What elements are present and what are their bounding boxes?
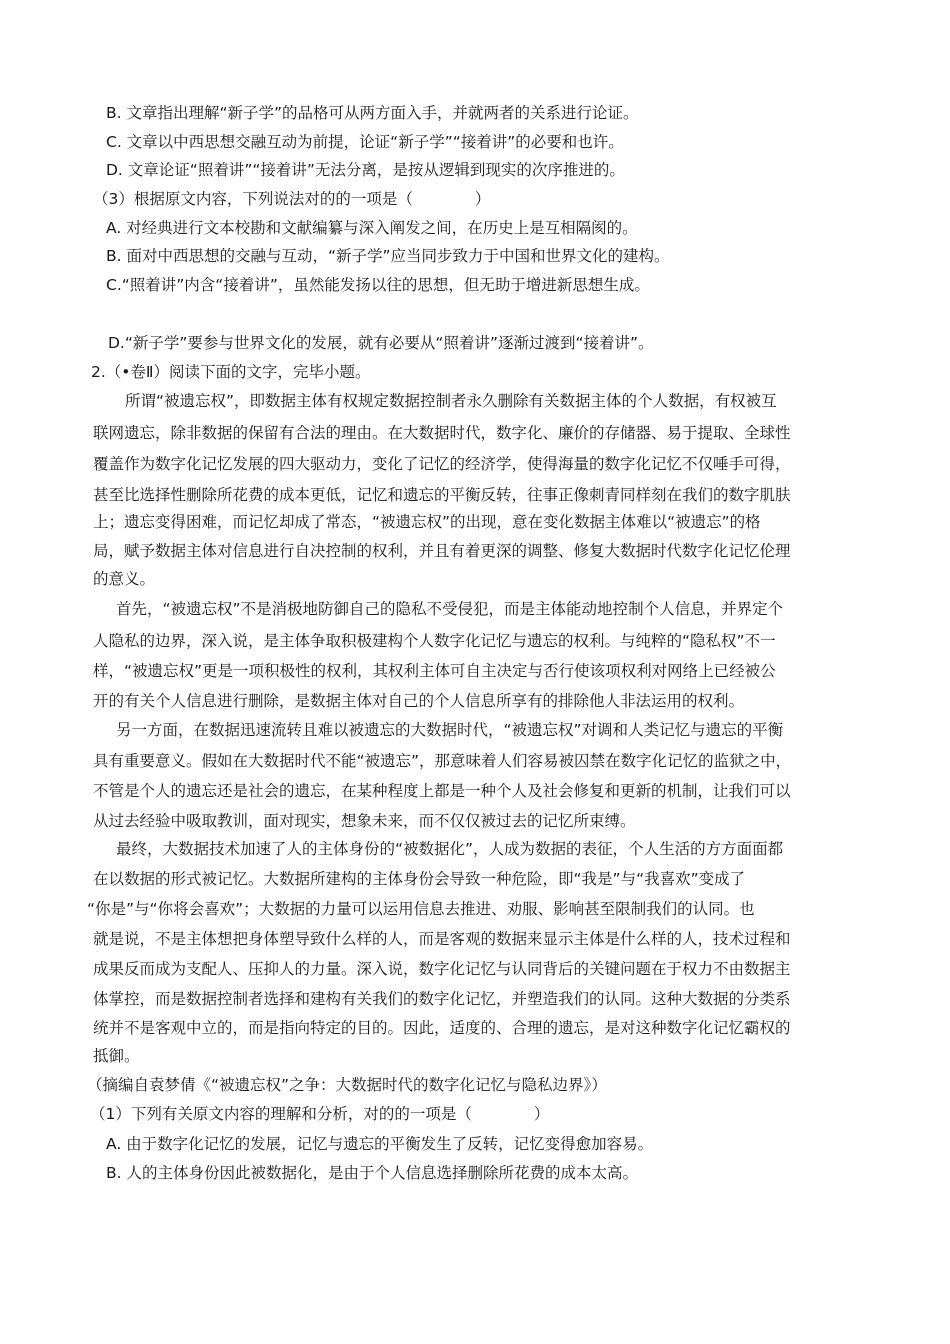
para4-line: 统并不是客观中立的，而是指向特定的目的。因此，适度的、合理的遗忘，是对这种数字化记忆霸权的 (93, 1019, 791, 1037)
para1-line: 覆盖作为数字化记忆发展的四大驱动力，变化了记忆的经济学，使得海量的数字化记忆不仅唾手可得， (93, 455, 791, 473)
para4-line: 在以数据的形式被记忆。大数据所建构的主体身份会导致一种危险，即“我是”与“我喜欢”变成了 (93, 870, 746, 888)
para4-line: 体掌控，而是数据控制者选择和建构有关我们的数字化记忆，并塑造我们的认同。这种大数据的分类系 (93, 990, 791, 1008)
para1-line: 联网遗忘，除非数据的保留有合法的理由。在大数据时代，数字化、廉价的存储器、易于提取、全球性 (93, 424, 791, 442)
option-c: C. 文章以中西思想交融互动为前提，论证“新子学”“接着讲”的必要和也许。 (106, 133, 624, 151)
para3-line: 另一方面，在数据迅速流转且难以被遗忘的大数据时代，“被遗忘权”对调和人类记忆与遗忘的平衡 (116, 721, 784, 739)
para2-line: 人隐私的边界，深入说，是主体争取积极建构个人数字化记忆与遗忘的权利。与纯粹的“隐私权”不一 (93, 632, 776, 650)
question-3-stem: （3）根据原文内容，下列说法对的的一项是（ ） (93, 190, 491, 208)
q3-option-c: C.“照着讲”内含“接着讲”，虽然能发扬以往的思想，但无助于增进新思想生成。 (106, 276, 650, 294)
option-d: D. 文章论证“照着讲”“接着讲”无法分离，是按从逻辑到现实的次序推进的。 (106, 161, 625, 179)
para4-line: “你是”与“你将会喜欢”；大数据的力量可以运用信息去推进、劝服、影响甚至限制我们的认同。也 (87, 900, 755, 918)
para1-line: 的意义。 (93, 570, 156, 588)
q1-option-b: B. 人的主体身份因此被数据化，是由于个人信息选择删除所花费的成本太高。 (106, 1164, 638, 1182)
option-b: B. 文章指出理解“新子学”的品格可从两方面入手，并就两者的关系进行论证。 (106, 104, 639, 122)
q3-option-d: D.“新子学”要参与世界文化的发展，就有必要从“照着讲”逐渐过渡到“接着讲”。 (108, 334, 654, 352)
para3-line: 从过去经验中吸取教训，面对现实，想象未来，而不仅仅被过去的记忆所束缚。 (93, 812, 636, 830)
question-1-stem: （1）下列有关原文内容的理解和分析，对的的一项是（ ） (90, 1105, 550, 1123)
source-citation: （摘编自袁梦倩《“被遗忘权”之争：大数据时代的数字化记忆与隐私边界》） (87, 1076, 607, 1094)
para1-line: 局，赋予数据主体对信息进行自决控制的权利，并且有着更深的调整、修复大数据时代数字化记忆伦理 (93, 542, 791, 560)
para2-line: 开的有关个人信息进行删除，是数据主体对自己的个人信息所享有的排除他人非法运用的权利。 (93, 692, 745, 710)
q3-option-b: B. 面对中西思想的交融与互动，“新子学”应当同步致力于中国和世界文化的建构。 (106, 247, 670, 265)
para4-line: 最终，大数据技术加速了人的主体身份的“被数据化”，人成为数据的表征，个人生活的方方面面都 (116, 840, 784, 858)
question-2-header: 2.（•卷Ⅱ）阅读下面的文字，完毕小题。 (91, 363, 371, 381)
para4-line: 就是说，不是主体想把身体塑导致什么样的人，而是客观的数据来显示主体是什么样的人，技术过程和 (93, 930, 791, 948)
para4-line: 抵御。 (93, 1047, 140, 1065)
para3-line: 具有重要意义。假如在大数据时代不能“被遗忘”，那意味着人们容易被囚禁在数字化记忆的监狱之中， (93, 752, 792, 770)
para4-line: 成果反而成为支配人、压抑人的力量。深入说，数字化记忆与认同背后的关键问题在于权力不由数据主 (93, 960, 791, 978)
para3-line: 不管是个人的遗忘还是社会的遗忘，在某种程度上都是一种个人及社会修复和更新的机制，让我们可以 (93, 782, 791, 800)
para1-line: 甚至比选择性删除所花费的成本更低，记忆和遗忘的平衡反转，往事正像刺青同样刻在我们的数字肌肤 (93, 486, 791, 504)
para1-line: 所谓“被遗忘权”，即数据主体有权规定数据控制者永久删除有关数据主体的个人数据，有权被互 (125, 392, 777, 410)
para2-line: 首先，“被遗忘权”不是消极地防御自己的隐私不受侵犯，而是主体能动地控制个人信息，并界定个 (116, 600, 784, 618)
q1-option-a: A. 由于数字化记忆的发展，记忆与遗忘的平衡发生了反转，记忆变得愈加容易。 (106, 1135, 654, 1153)
q3-option-a: A. 对经典进行文本校勘和文献编纂与深入阐发之间，在历史上是互相隔阂的。 (106, 219, 638, 237)
para2-line: 样，“被遗忘权”更是一项积极性的权利，其权利主体可自主决定与否行使该项权利对网络上已经被公 (93, 662, 776, 680)
para1-line: 上；遗忘变得困难，而记忆却成了常态，“被遗忘权”的出现，意在变化数据主体难以“被遗忘”的格 (93, 513, 761, 531)
